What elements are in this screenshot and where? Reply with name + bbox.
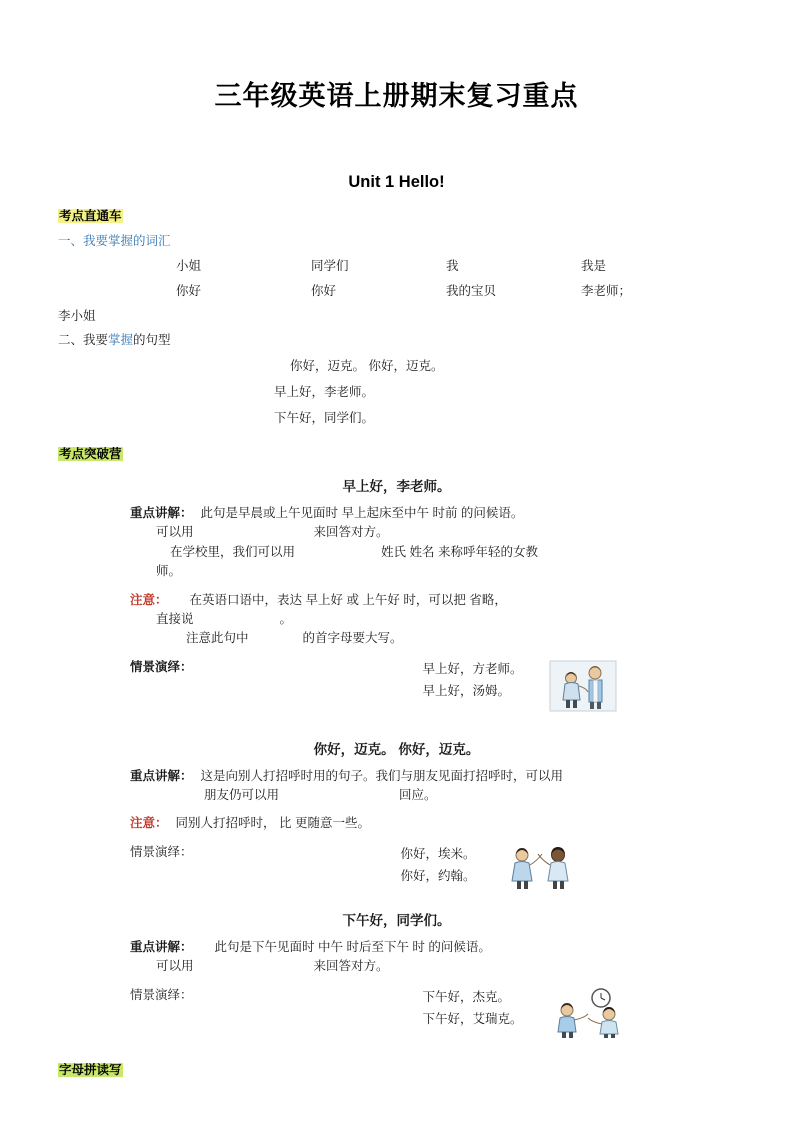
note-text-line3 <box>58 629 735 648</box>
scene-line: 下午好，艾瑞克。 <box>422 1012 523 1026</box>
patterns-heading-plain2: 的句型 <box>133 333 171 347</box>
vocab-row <box>58 281 735 299</box>
key-explanation-line2-post: 回应。 <box>399 788 437 802</box>
key-explanation-line2-pre: 可以用 <box>156 525 194 540</box>
section-breakthrough-camp <box>58 444 735 463</box>
block-scene <box>58 843 735 891</box>
vocab-cell: 我是 <box>581 259 607 273</box>
pattern-sentence: 早上好，李老师。 <box>274 385 375 399</box>
block-key-explanation <box>58 938 735 977</box>
key-explanation-line3 <box>58 543 735 562</box>
page-title: 三年级英语上册期末复习重点 <box>214 81 579 111</box>
block-title: 早上好，李老师。 <box>342 479 451 494</box>
vocab-row-overflow: 李小姐 <box>58 309 96 323</box>
patterns-heading <box>58 330 735 348</box>
note-text-line3-post: 的首字母要大写。 <box>302 631 403 646</box>
vocab-heading-text: 我要掌握的词汇 <box>83 234 171 248</box>
key-explanation-line3-end: 师。 <box>156 564 182 579</box>
scene-line: 早上好，汤姆。 <box>422 684 511 699</box>
scene-label: 情景演绎： <box>130 844 193 859</box>
vocab-cell: 同学们 <box>311 259 349 273</box>
key-explanation-text: 这是向别人打招呼时用的句子。我们与朋友见面打招呼时，可以用 <box>200 768 564 783</box>
note-text: 同别人打招呼时， 比 更随意一些。 <box>175 816 370 831</box>
key-explanation-line3-pre: 在学校里，我们可以用 <box>170 544 296 559</box>
block-scene <box>58 658 735 712</box>
key-explanation-line2-post: 来回答对方。 <box>313 525 389 540</box>
key-explanation-label: 重点讲解： <box>130 506 193 520</box>
vocab-cell: 我的宝贝 <box>446 284 497 298</box>
vocab-cell: 小姐 <box>176 259 202 273</box>
key-explanation-line2 <box>58 786 735 805</box>
section-letters-spelling-label: 字母拼读写 <box>59 1062 122 1077</box>
scene-label: 情景演绎： <box>130 987 193 1002</box>
section-exam-express-label: 考点直通车 <box>59 209 122 223</box>
section-letters-spelling <box>58 1060 735 1079</box>
unit-title: Unit 1 Hello! <box>348 173 445 191</box>
note-label: 注意： <box>130 816 168 831</box>
note-text-line2-pre: 直接说 <box>156 611 194 626</box>
note-text: 在英语口语中，表达 早上好 或 上午好 时，可以把 省略， <box>189 592 507 607</box>
teacher-greeting-illustration-icon <box>549 660 617 712</box>
note-label: 注意： <box>130 592 168 607</box>
block-note <box>58 591 735 649</box>
scene-line: 你好，埃米。 <box>400 846 476 861</box>
pattern-sentence: 下午好，同学们。 <box>274 411 375 425</box>
block-key-explanation <box>58 504 735 582</box>
vocab-cell: 你好 <box>311 284 337 298</box>
key-explanation-line3-mid: 姓氏 姓名 来称呼年轻的女教 <box>381 544 538 559</box>
vocab-row <box>58 256 735 274</box>
note-text-line3-pre: 注意此句中 <box>186 631 249 646</box>
block-note <box>58 814 735 833</box>
key-explanation-text: 此句是早晨或上午见面时 早上起床至中午 时前 的问候语。 <box>200 506 524 520</box>
vocab-heading-prefix: 一、 <box>58 234 84 248</box>
vocab-cell: 我 <box>446 259 459 273</box>
vocab-cell: 李老师； <box>581 284 632 298</box>
key-explanation-label: 重点讲解： <box>130 939 193 954</box>
key-explanation-line2-post: 来回答对方。 <box>313 959 389 974</box>
scene-lines <box>193 658 523 703</box>
key-explanation-line2-pre: 朋友仍可以用 <box>204 788 280 802</box>
key-explanation-label: 重点讲解： <box>130 768 193 783</box>
patterns-heading-prefix: 二、 <box>58 333 84 347</box>
section-breakthrough-camp-label: 考点突破营 <box>59 447 122 461</box>
vocab-cell: 你好 <box>176 284 202 298</box>
scene-lines <box>193 843 476 888</box>
clock-kids-illustration-icon <box>549 988 627 1038</box>
key-explanation-text: 此句是下午见面时 中午 时后至下午 时 的问候语。 <box>214 939 491 954</box>
block-title: 下午好，同学们。 <box>342 912 451 928</box>
scene-label: 情景演绎： <box>130 659 193 674</box>
key-explanation-line2-pre: 可以用 <box>156 959 194 974</box>
scene-line: 早上好，方老师。 <box>422 661 523 676</box>
pattern-sentence: 你好，迈克。 你好，迈克。 <box>290 359 444 373</box>
scene-line: 下午好，杰克。 <box>422 989 511 1004</box>
block-key-explanation <box>58 767 735 806</box>
two-girls-illustration-icon <box>502 845 578 891</box>
block-title: 你好，迈克。 你好，迈克。 <box>313 741 480 757</box>
scene-lines <box>193 986 523 1031</box>
section-exam-express <box>58 206 735 225</box>
scene-line: 你好，约翰。 <box>400 869 476 884</box>
note-text-line2 <box>58 610 735 629</box>
block-scene <box>58 986 735 1038</box>
patterns-heading-plain1: 我要 <box>83 333 109 347</box>
vocab-heading <box>58 231 735 249</box>
key-explanation-line2 <box>58 523 735 542</box>
key-explanation-line2 <box>58 957 735 976</box>
patterns-heading-blue: 掌握 <box>108 333 134 347</box>
note-text-line2-end: 。 <box>279 611 293 626</box>
